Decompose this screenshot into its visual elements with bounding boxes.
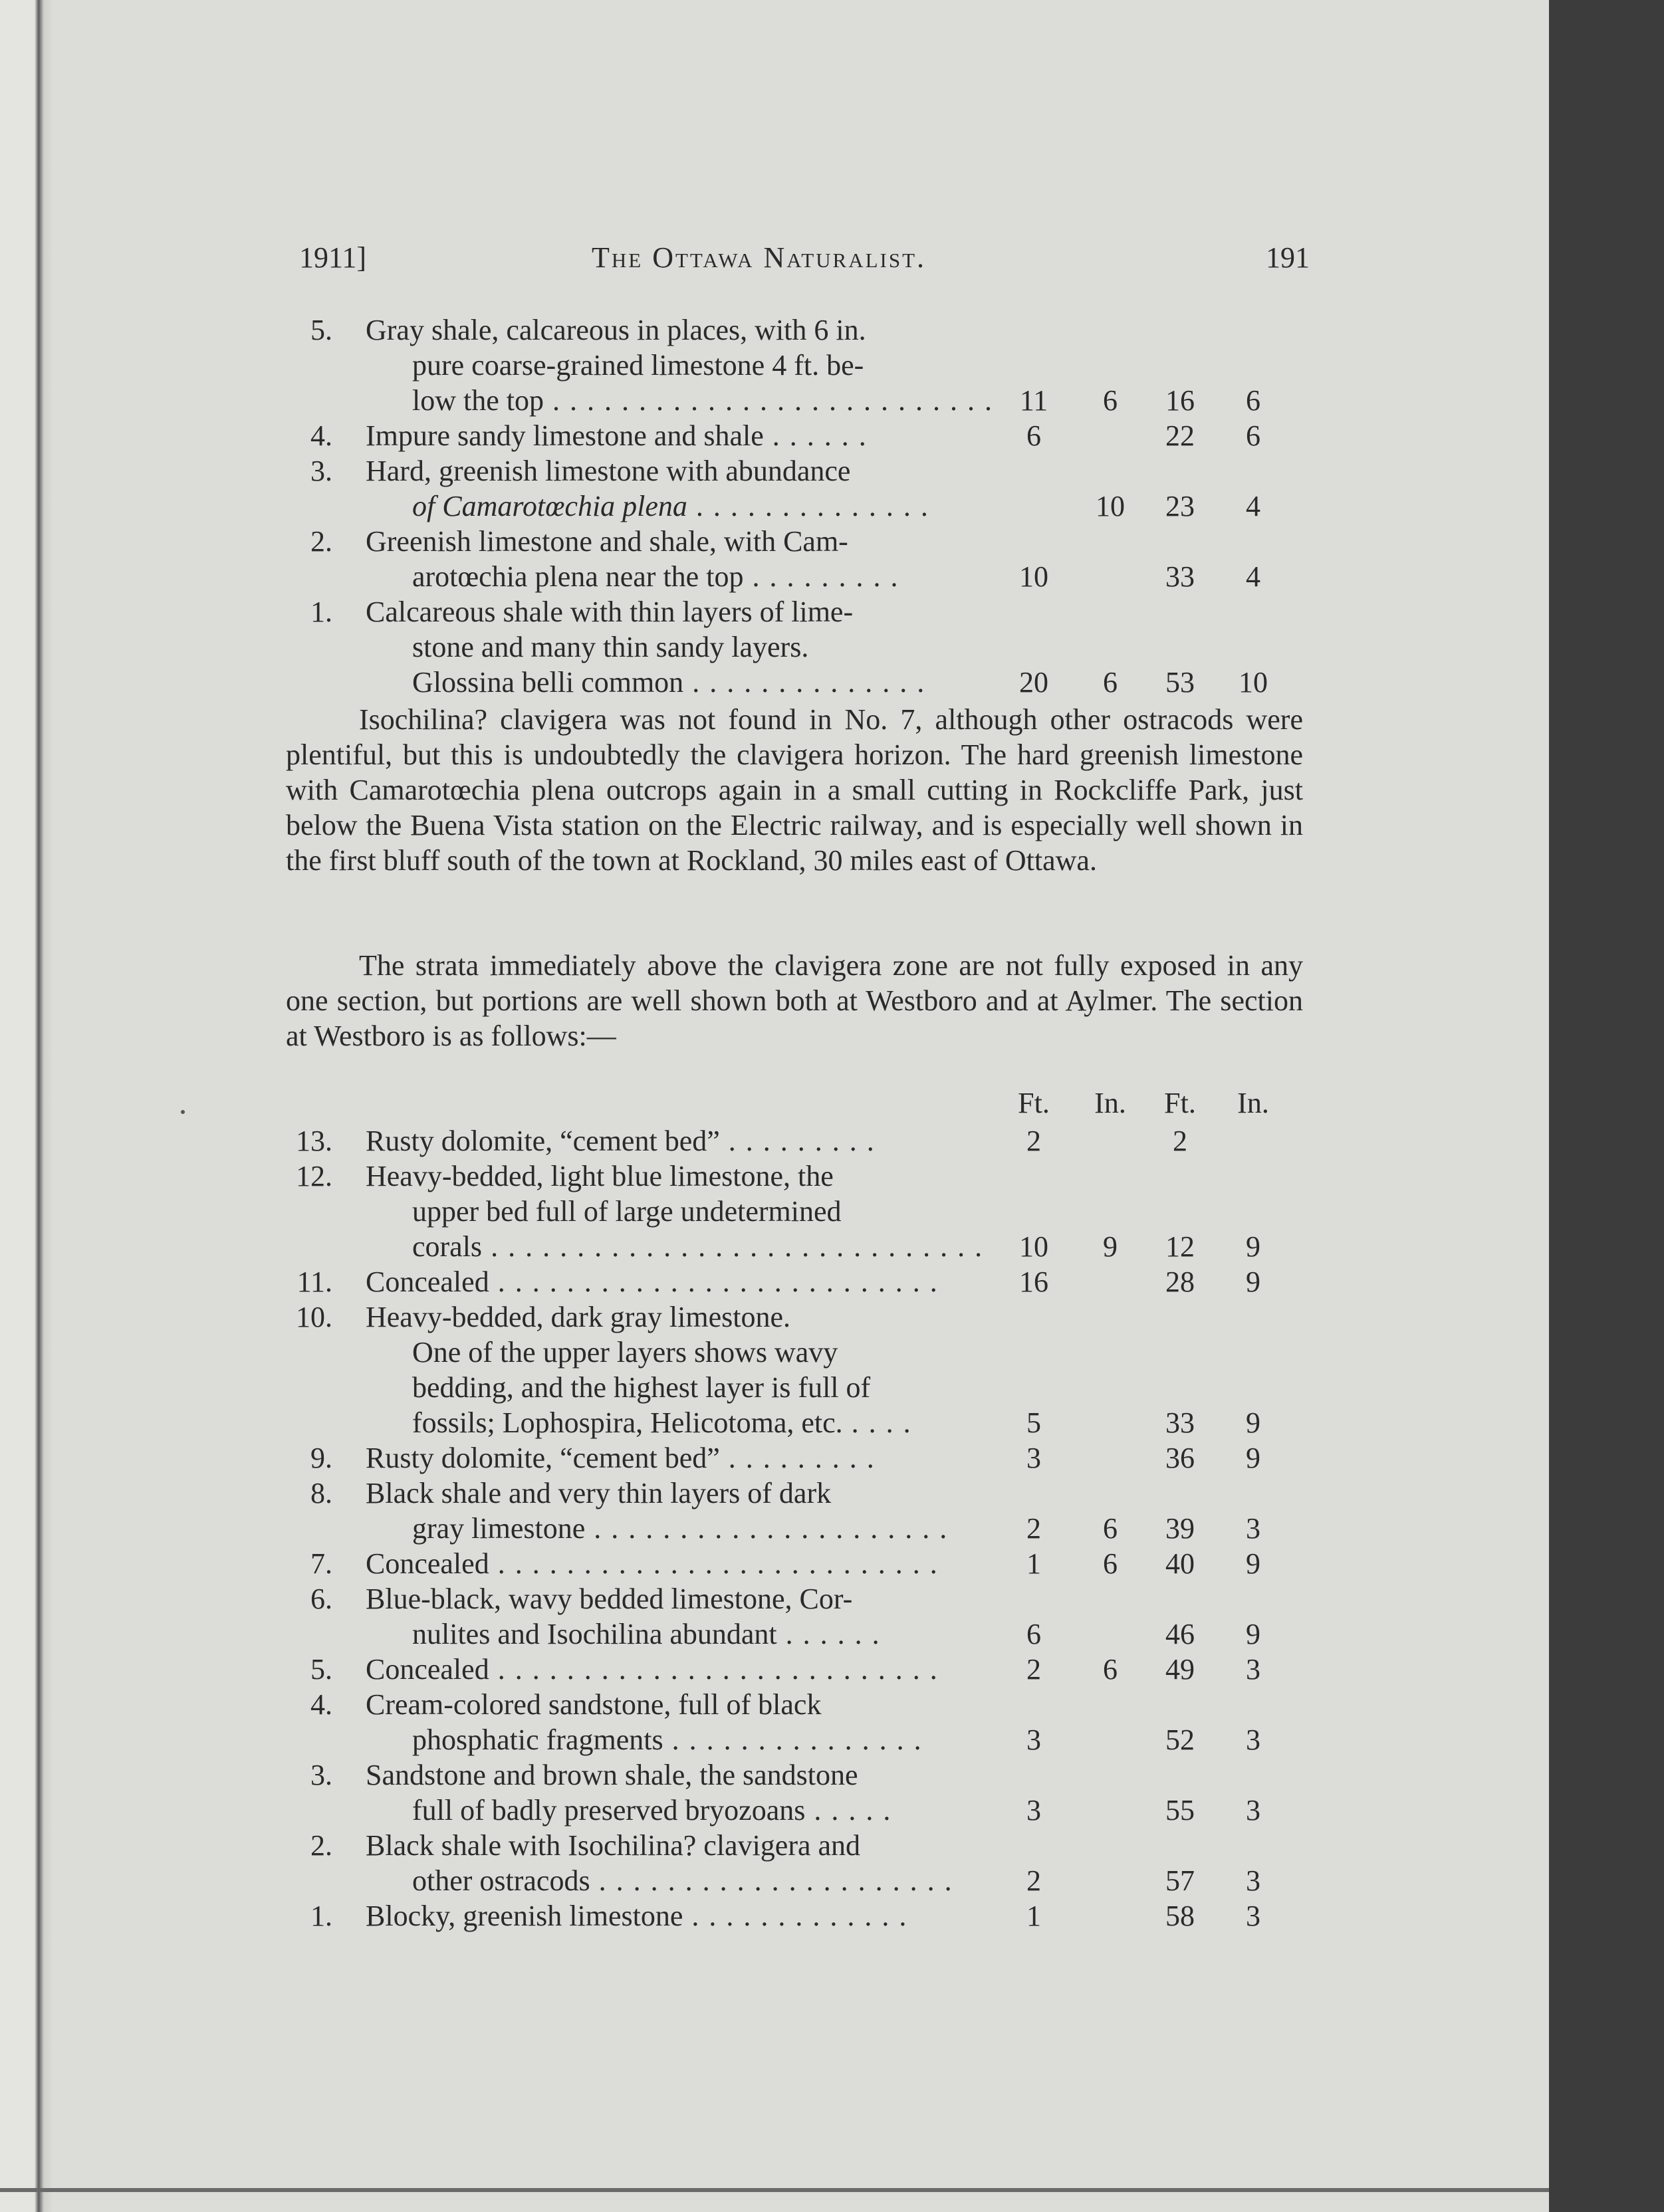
page-binding-edge — [0, 0, 53, 2212]
table-row-continuation: fossils; Lophospira, Helicotoma, etc. . . . . 5 33 9 — [412, 1406, 1260, 1439]
header-year: 1911] — [299, 241, 367, 274]
column-headers — [286, 1086, 1323, 1121]
table-row: 9. Rusty dolomite, “cement bed” . . . . . . . . . 3 36 9 — [310, 1442, 1260, 1474]
scan-dark-margin — [1549, 0, 1664, 2212]
table-row: 7. Concealed . . . . . . . . . . . . . . . . . . . . . . . . . . 1 6 40 9 — [310, 1547, 1260, 1580]
table-row-continuation: nulites and Isochilina abundant . . . . . . 6 46 9 — [412, 1618, 1260, 1650]
table-row: 1. Calcareous shale with thin layers of lime- — [310, 596, 854, 628]
table-row: 2. Greenish limestone and shale, with Cam- — [310, 525, 848, 558]
section-table-2 — [286, 1123, 1323, 1934]
page-bottom-edge — [0, 2188, 1549, 2192]
table-row: 2. Black shale with Isochilina? clavigera and — [310, 1829, 861, 1862]
table-row-continuation: gray limestone . . . . . . . . . . . . . . . . . . . . . 2 6 39 3 — [412, 1512, 1260, 1545]
column-header: Ft. — [1164, 1087, 1196, 1119]
scan-speck — [181, 1110, 185, 1114]
table-row-continuation: Glossina belli common . . . . . . . . . . . . . . 20 6 53 10 — [412, 666, 1268, 699]
column-header: Ft. — [1018, 1087, 1050, 1119]
section-table-1 — [286, 312, 1323, 700]
body-paragraph-1: Isochilina? clavigera was not found in No. 7, although other ostracods were plentiful, but this is undoubtedly the clavigera horizon. The hard greenish limestone with Camarotœchia plena outcrops again in a small cutting in Rockcliffe Park, just below the Buena Vista station on the Electric railway, and is especially well shown in the first bluff south of the town at Rockland, 30 miles east of Ottawa. — [286, 703, 1303, 877]
table-row: 5. Concealed . . . . . . . . . . . . . . . . . . . . . . . . . . 2 6 49 3 — [310, 1653, 1260, 1686]
table-row-continuation: arotœchia plena near the top . . . . . . . . . 10 33 4 — [412, 560, 1260, 593]
table-row: 1. Blocky, greenish limestone . . . . . . . . . . . . . 1 58 3 — [310, 1900, 1260, 1932]
table-row-continuation: stone and many thin sandy layers. — [412, 631, 809, 663]
table-row-continuation: phosphatic fragments . . . . . . . . . . . . . . . 3 52 3 — [412, 1723, 1260, 1756]
table-row: 5. Gray shale, calcareous in places, with 6 in. — [310, 314, 866, 346]
column-header: In. — [1094, 1087, 1126, 1119]
table-row: 12. Heavy-bedded, light blue limestone, the — [296, 1160, 834, 1192]
table-row: 3. Sandstone and brown shale, the sandstone — [310, 1759, 858, 1791]
table-row-continuation: pure coarse-grained limestone 4 ft. be- — [412, 349, 864, 382]
table-row: 4. Impure sandy limestone and shale . . . . . . 6 22 6 — [310, 419, 1260, 452]
table-row-continuation: of Camarotœchia plena . . . . . . . . . . . . . . 10 23 4 — [412, 490, 1260, 522]
table-row: 8. Black shale and very thin layers of dark — [310, 1477, 832, 1509]
table-row: 11. Concealed . . . . . . . . . . . . . . . . . . . . . . . . . . 16 28 9 — [297, 1266, 1260, 1298]
table-row: 10. Heavy-bedded, dark gray limestone. — [296, 1301, 790, 1333]
body-paragraph-2: The strata immediately above the clavigera zone are not fully exposed in any one section, but portions are well shown both at Westboro and at Aylmer. The section at Westboro is as follows:— — [286, 949, 1303, 1052]
running-header — [299, 241, 1310, 280]
column-header: In. — [1237, 1087, 1269, 1119]
table-row-continuation: full of badly preserved bryozoans . . . . . 3 55 3 — [412, 1794, 1260, 1826]
table-row-continuation: low the top . . . . . . . . . . . . . . . . . . . . . . . . . . 11 6 16 6 — [412, 384, 1260, 417]
journal-title: The Ottawa Naturalist. — [592, 241, 927, 274]
table-row-continuation: One of the upper layers shows wavy — [412, 1336, 838, 1369]
table-row: 3. Hard, greenish limestone with abundance — [310, 455, 851, 487]
table-row-continuation: bedding, and the highest layer is full of — [412, 1371, 871, 1404]
table-row: 6. Blue-black, wavy bedded limestone, Cor- — [310, 1583, 853, 1615]
table-row-continuation: corals . . . . . . . . . . . . . . . . . . . . . . . . . . . . . 10 9 12 9 — [412, 1230, 1260, 1263]
table-row-continuation: upper bed full of large undetermined — [412, 1195, 842, 1228]
table-row: 4. Cream-colored sandstone, full of black — [310, 1688, 822, 1721]
table-row: 13. Rusty dolomite, “cement bed” . . . . . . . . . 2 2 — [296, 1125, 1187, 1157]
table-row-continuation: other ostracods . . . . . . . . . . . . . . . . . . . . . 2 57 3 — [412, 1864, 1260, 1897]
page-number: 191 — [1266, 241, 1310, 274]
